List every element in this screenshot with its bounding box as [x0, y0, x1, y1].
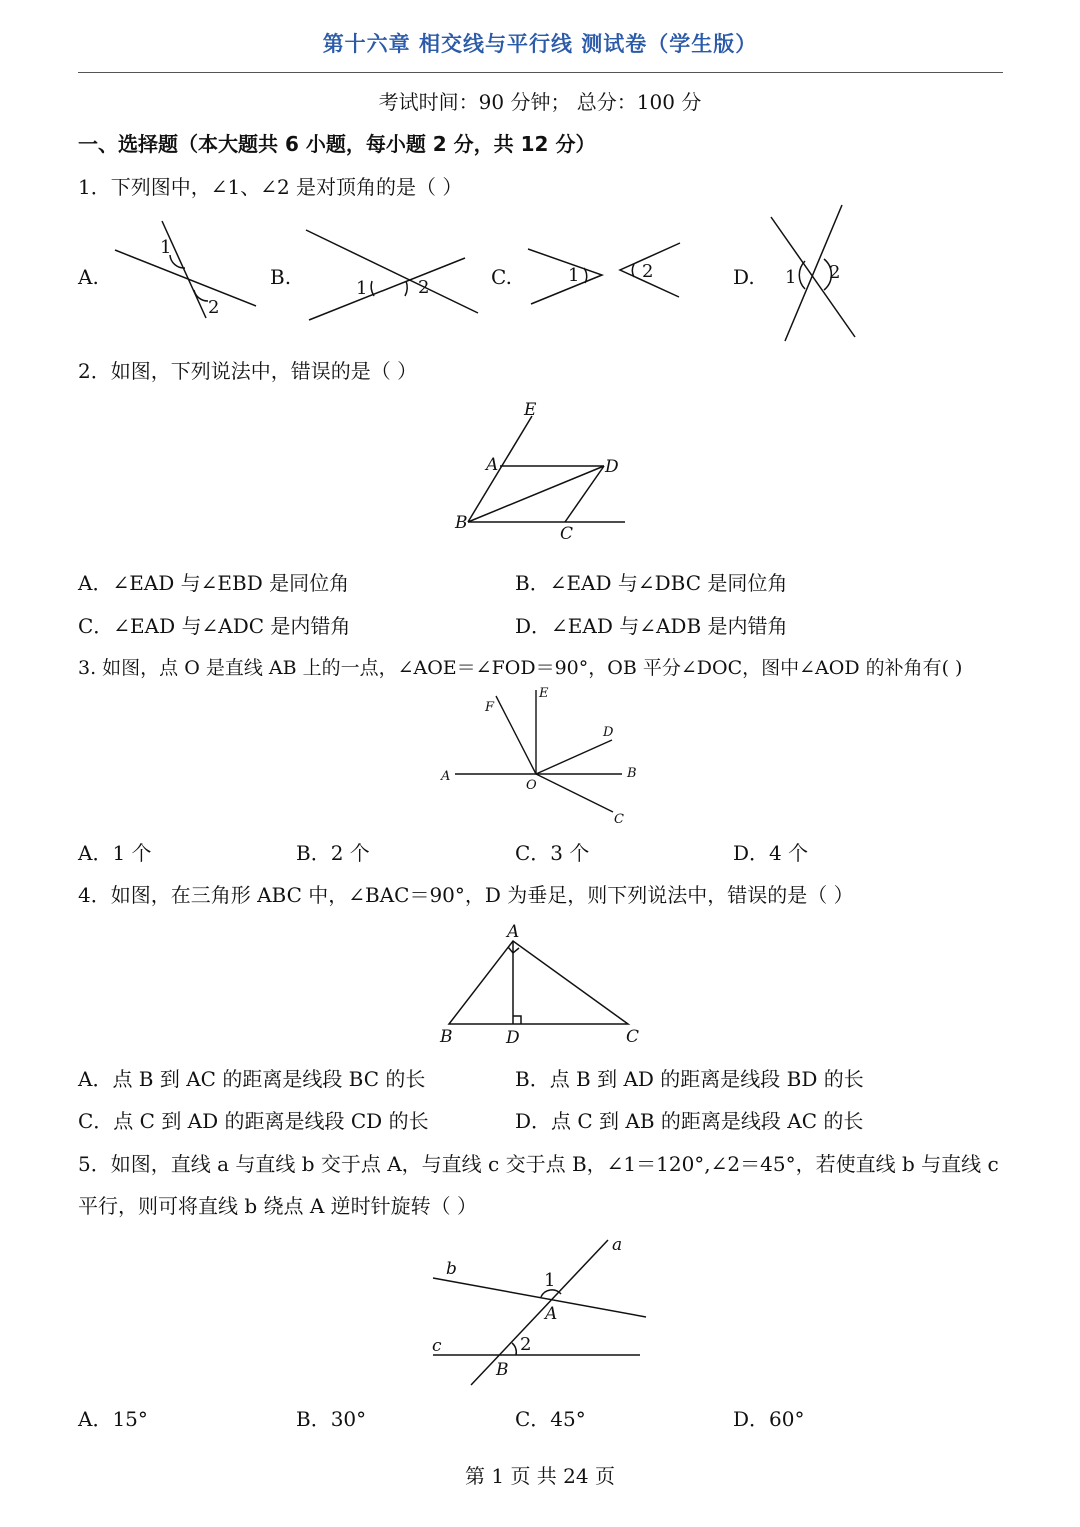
- q3-label-o: O: [526, 778, 537, 793]
- q5-line-a: [471, 1240, 608, 1385]
- q1d-label-1: 1: [785, 267, 797, 288]
- q5-option-c: C．45°: [515, 1407, 586, 1431]
- q5-label-a-line: a: [612, 1235, 623, 1255]
- q2-label-c: C: [560, 524, 574, 544]
- q1c-label-1: 1: [568, 265, 580, 286]
- q4-option-a: A．点 B 到 AC 的距离是线段 BC 的长: [78, 1067, 426, 1091]
- q2-option-d: D．∠EAD 与∠ADB 是内错角: [515, 614, 788, 638]
- q5-option-b: B．30°: [296, 1407, 367, 1431]
- q4-label-c: C: [626, 1027, 640, 1047]
- q3-label-f: F: [485, 700, 495, 715]
- q3-label-c: C: [614, 812, 624, 827]
- question-1-stem: 1．下列图中，∠1、∠2 是对顶角的是（ ）: [78, 175, 463, 199]
- q5-label-point-b: B: [496, 1360, 509, 1380]
- question-5-stem-line-1: 5．如图，直线 a 与直线 b 交于点 A，与直线 c 交于点 B，∠1＝120°,∠2＝45°，若使直线 b 与直线 c: [78, 1152, 999, 1176]
- document-title: 第十六章 相交线与平行线 测试卷（学生版）: [322, 32, 758, 56]
- q2-option-c: C．∠EAD 与∠ADC 是内错角: [78, 614, 351, 638]
- q2-label-e: E: [524, 400, 537, 420]
- q4-label-d: D: [506, 1028, 520, 1048]
- q5-label-c-line: c: [432, 1336, 442, 1356]
- q5-option-d: D．60°: [733, 1407, 805, 1431]
- q4-option-d: D．点 C 到 AB 的距离是线段 AC 的长: [515, 1109, 864, 1133]
- q5-label-b-line: b: [446, 1259, 457, 1279]
- q3-label-a: A: [441, 769, 451, 784]
- q2-label-b: B: [455, 513, 468, 533]
- q2-option-b: B．∠EAD 与∠DBC 是同位角: [515, 571, 788, 595]
- q4-option-b: B．点 B 到 AD 的距离是线段 BD 的长: [515, 1067, 864, 1091]
- q2-label-d: D: [605, 457, 619, 477]
- q5-label-point-a: A: [545, 1304, 558, 1324]
- q5-angle-arc-2: [512, 1343, 516, 1355]
- q2-label-a: A: [486, 455, 499, 475]
- q3-option-b: B．2 个: [296, 841, 370, 865]
- q3-label-b: B: [627, 766, 637, 781]
- q3-option-c: C．3 个: [515, 841, 590, 865]
- q5-line-b: [433, 1278, 646, 1317]
- q3-label-d: D: [603, 725, 614, 740]
- q1a-label-1: 1: [160, 237, 172, 258]
- q1d-label-2: 2: [829, 262, 841, 283]
- q4-label-a: A: [507, 922, 520, 942]
- question-2-stem: 2．如图，下列说法中，错误的是（ ）: [78, 359, 418, 383]
- q5-label-angle-2: 2: [520, 1334, 532, 1355]
- page-number: 第 1 页 共 24 页: [465, 1464, 615, 1488]
- q5-option-a: A．15°: [78, 1407, 148, 1431]
- q1a-label-2: 2: [208, 297, 220, 318]
- q1-option-c-label: C.: [491, 265, 512, 289]
- q1b-label-1: 1: [356, 278, 368, 299]
- q1-option-a-label: A.: [78, 265, 99, 289]
- q3-option-a: A．1 个: [78, 841, 152, 865]
- q1-option-b-label: B.: [270, 265, 292, 289]
- question-3-stem: 3. 如图，点 O 是直线 AB 上的一点，∠AOE＝∠FOD＝90°，OB 平分∠DOC，图中∠AOD 的补角有( ): [78, 657, 963, 679]
- question-4-stem: 4．如图，在三角形 ABC 中，∠BAC＝90°，D 为垂足，则下列说法中，错误的是（ ）: [78, 883, 854, 907]
- q3-label-e: E: [539, 686, 549, 701]
- q1b-label-2: 2: [418, 277, 430, 298]
- section-heading: 一、选择题（本大题共 6 小题，每小题 2 分，共 12 分）: [78, 132, 596, 156]
- q4-label-b: B: [440, 1027, 453, 1047]
- exam-info: 考试时间：90 分钟； 总分：100 分: [378, 90, 702, 114]
- q3-option-d: D．4 个: [733, 841, 809, 865]
- q5-label-angle-1: 1: [544, 1270, 556, 1291]
- q1c-label-2: 2: [642, 261, 654, 282]
- q2-option-a: A．∠EAD 与∠EBD 是同位角: [78, 571, 350, 595]
- question-5-stem-line-2: 平行，则可将直线 b 绕点 A 逆时针旋转（ ）: [78, 1194, 478, 1218]
- q1-option-d-label: D.: [733, 265, 755, 289]
- q4-option-c: C．点 C 到 AD 的距离是线段 CD 的长: [78, 1109, 429, 1133]
